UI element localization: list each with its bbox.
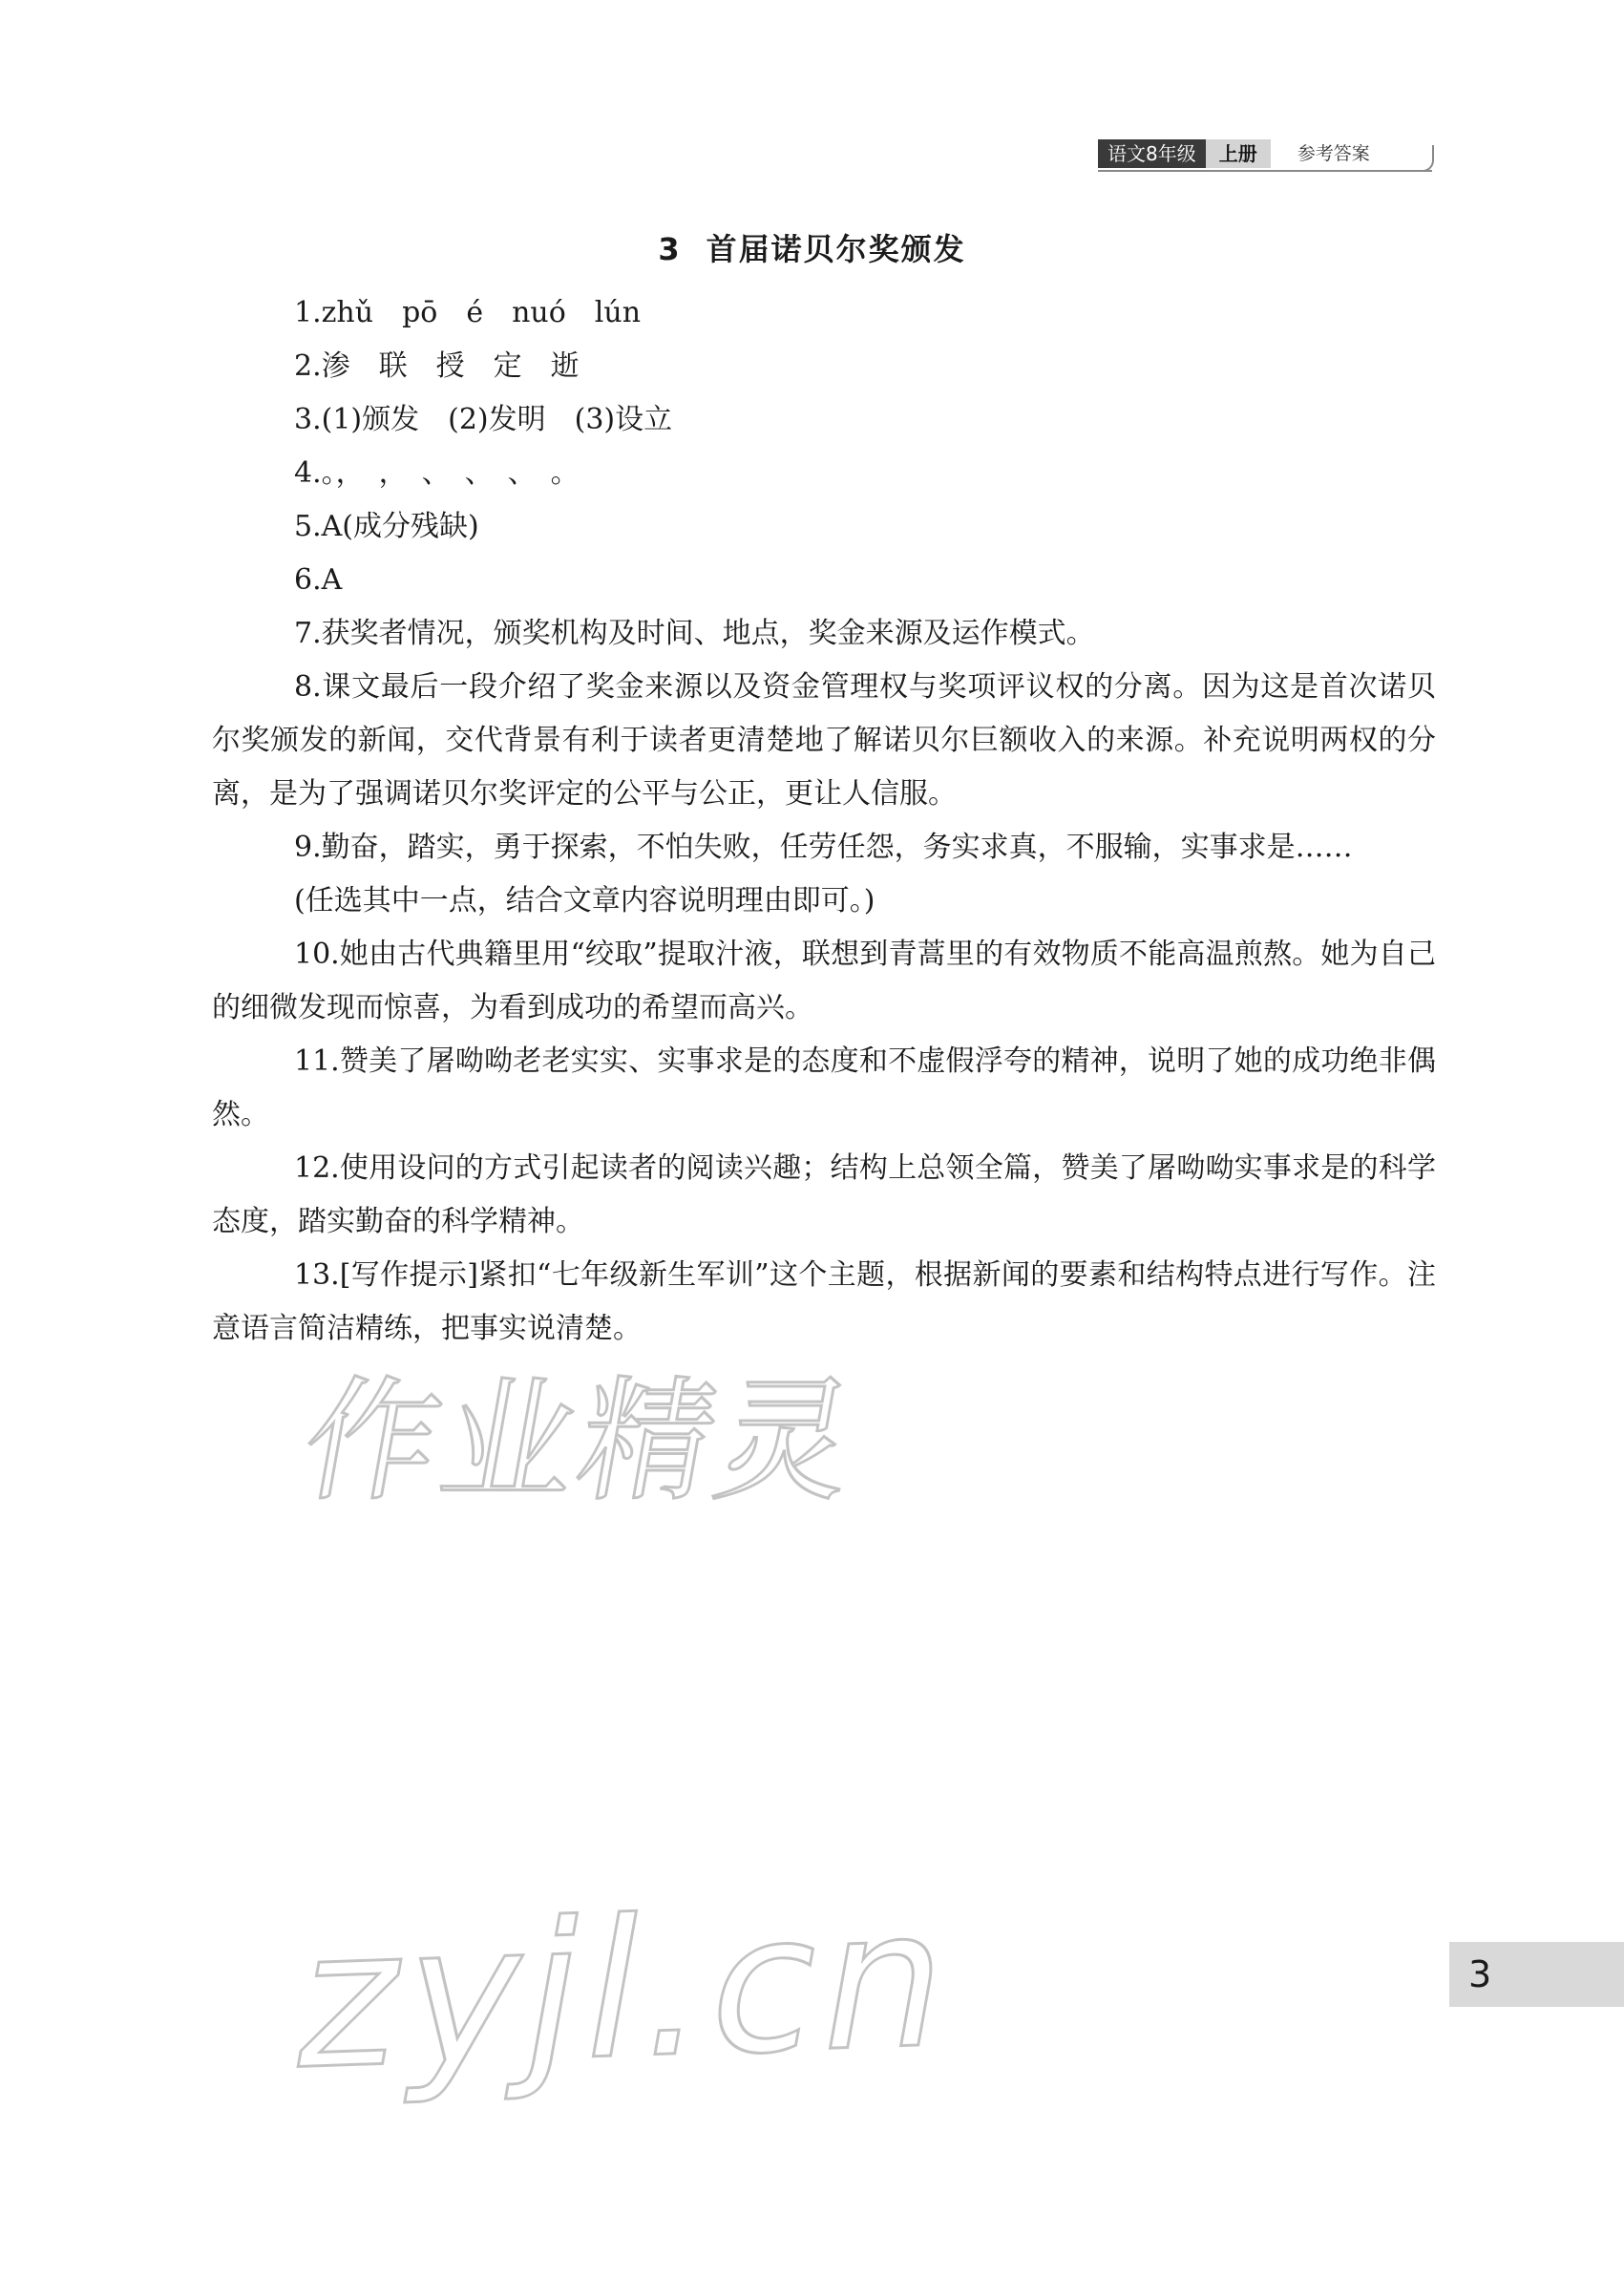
answer-11: 11.赞美了屠呦呦老老实实、实事求是的态度和不虚假浮夸的精神，说明了她的成功绝非偶然。 bbox=[212, 1044, 1436, 1131]
answer-8: 8.课文最后一段介绍了奖金来源以及资金管理权与奖项评议权的分离。因为这是首次诺贝尔奖颁发的新闻，交代背景有利于读者更清楚地了解诺贝尔巨额收入的来源。补充说明两权的分离，是为了强调诺贝尔奖评定的公平与公正，更让人信服。 bbox=[212, 670, 1436, 811]
answer-12: 12.使用设问的方式引起读者的阅读兴趣；结构上总领全篇，赞美了屠呦呦实事求是的科学态度，踏实勤奋的科学精神。 bbox=[212, 1151, 1436, 1238]
answer-1: 1.zhǔ pō é nuó lún bbox=[294, 296, 642, 329]
header-tab bbox=[1098, 139, 1397, 168]
answer-5: 5.A(成分残缺) bbox=[294, 510, 479, 543]
section-label: 参考答案 bbox=[1297, 143, 1370, 164]
lesson-number: 3 bbox=[658, 231, 682, 267]
answer-13: 13.[写作提示]紧扣“七年级新生军训”这个主题，根据新闻的要素和结构特点进行写作。注意语言简洁精练，把事实说清楚。 bbox=[212, 1258, 1436, 1345]
volume-label: 上册 bbox=[1206, 139, 1271, 168]
answer-7: 7.获奖者情况，颁奖机构及时间、地点，奖金来源及运作模式。 bbox=[294, 617, 1095, 650]
answer-9-note: (任选其中一点，结合文章内容说明理由即可。) bbox=[294, 884, 875, 918]
page-title bbox=[0, 225, 1624, 269]
answer-3: 3.(1)颁发 (2)发明 (3)设立 bbox=[294, 403, 673, 436]
header-divider bbox=[1098, 170, 1432, 172]
answer-6: 6.A bbox=[294, 563, 343, 597]
page-number: 3 bbox=[1449, 1942, 1624, 2007]
subject-grade-label: 语文8年级 bbox=[1098, 139, 1206, 168]
header-corner-decoration bbox=[1419, 145, 1434, 172]
answer-2: 2.渗 联 授 定 逝 bbox=[294, 349, 580, 383]
watermark-zyjl-url: zyjl.cn bbox=[282, 1867, 972, 2113]
answer-9: 9.勤奋，踏实，勇于探索，不怕失败，任劳任怨，务实求真，不服输，实事求是…… bbox=[294, 831, 1353, 864]
answer-10: 10.她由古代典籍里用“绞取”提取汁液，联想到青蒿里的有效物质不能高温煎熬。她为自己的细微发现而惊喜，为看到成功的希望而高兴。 bbox=[212, 938, 1436, 1024]
lesson-title: 首届诺贝尔奖颁发 bbox=[706, 231, 966, 267]
answer-4: 4.。， ， 、 、 、 。 bbox=[294, 456, 580, 490]
answer-list bbox=[212, 286, 1436, 1356]
watermark-zuoye-jingling: 作业精灵 bbox=[291, 1364, 870, 1520]
